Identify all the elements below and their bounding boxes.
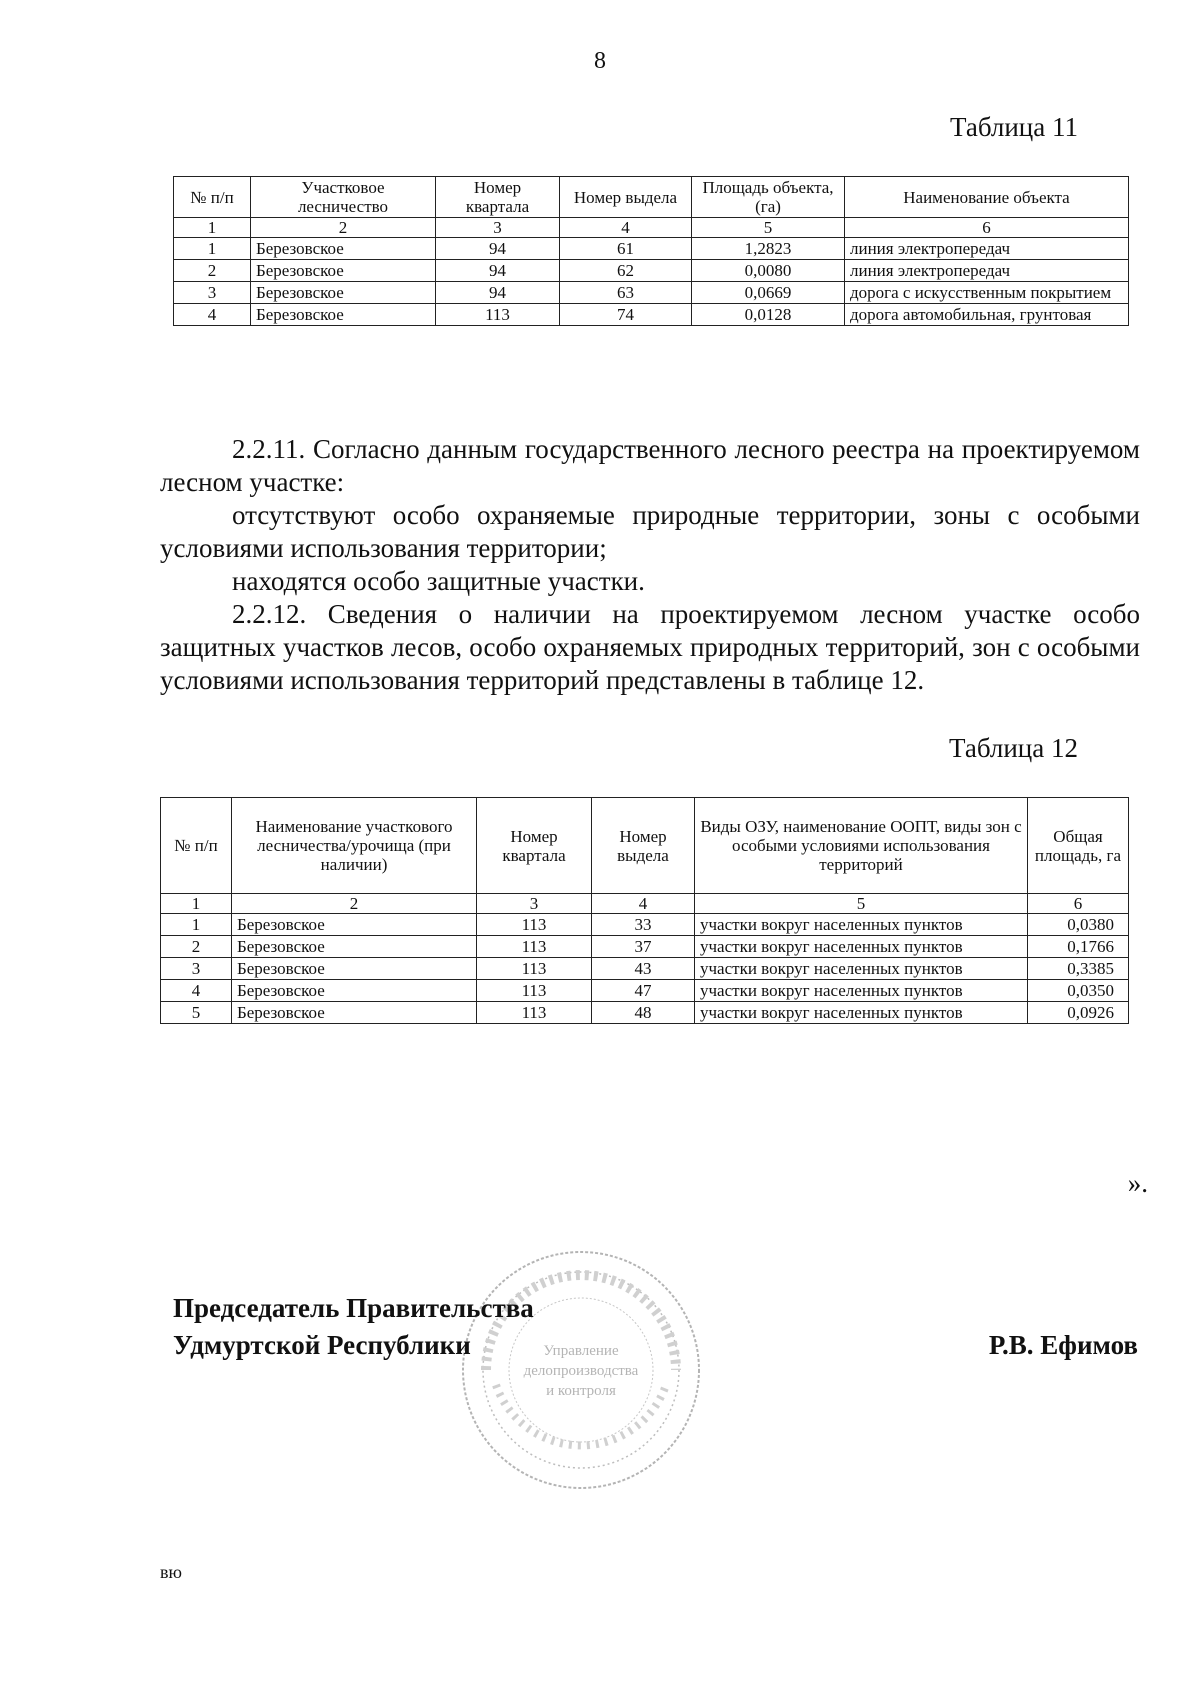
table-cell: 5 xyxy=(161,1002,232,1024)
official-stamp xyxy=(456,1245,706,1495)
table-cell: Березовское xyxy=(251,260,436,282)
table-cell: 94 xyxy=(436,238,560,260)
column-number: 6 xyxy=(1028,894,1129,914)
executor-initials: вю xyxy=(160,1562,182,1582)
closing-quote: ». xyxy=(1127,1168,1148,1198)
table-11-header-cell: Наименование объекта xyxy=(845,177,1129,218)
stamp-inner-text: делопроизводства xyxy=(523,1363,639,1379)
table-row xyxy=(174,260,1129,282)
table-12-header-cell: № п/п xyxy=(161,798,232,894)
table-cell: 1,2823 xyxy=(692,238,845,260)
table-11-header-cell: Номер выдела xyxy=(560,177,692,218)
table-cell: 113 xyxy=(477,914,592,936)
table-cell: участки вокруг населенных пунктов xyxy=(695,1002,1028,1024)
table-12-header-cell: Виды ОЗУ, наименование ООПТ, виды зон с особыми условиями использования территорий xyxy=(695,798,1028,894)
table-cell: 2 xyxy=(174,260,251,282)
table-row xyxy=(161,980,1129,1002)
table-cell: 94 xyxy=(436,282,560,304)
table-cell: 113 xyxy=(436,304,560,326)
table-cell: 63 xyxy=(560,282,692,304)
paragraph-protective-sections: находятся особо защитные участки. xyxy=(232,566,645,596)
column-number: 5 xyxy=(695,894,1028,914)
table-12-header-cell: Номер выдела xyxy=(592,798,695,894)
table-cell: 0,0926 xyxy=(1028,1002,1129,1024)
table-cell: 94 xyxy=(436,260,560,282)
stamp-inner-text: Управление xyxy=(543,1343,619,1359)
table-cell: 0,1766 xyxy=(1028,936,1129,958)
table-cell: 3 xyxy=(174,282,251,304)
table-cell: 0,0350 xyxy=(1028,980,1129,1002)
table-cell: 48 xyxy=(592,1002,695,1024)
table-12-column-numbers xyxy=(161,894,1129,914)
body-text xyxy=(160,433,1140,697)
table-row xyxy=(161,1002,1129,1024)
table-12 xyxy=(160,797,1129,1024)
table-cell: линия электропередач xyxy=(845,260,1129,282)
table-row xyxy=(174,238,1129,260)
table-cell: Березовское xyxy=(251,238,436,260)
table-cell: 37 xyxy=(592,936,695,958)
table-12-header-cell: Наименование участкового лесничества/урочища (при наличии) xyxy=(232,798,477,894)
signer-title-line-2: Удмуртской Республики xyxy=(173,1330,471,1360)
table-cell: 113 xyxy=(477,958,592,980)
table-cell: 0,0128 xyxy=(692,304,845,326)
table-row xyxy=(174,282,1129,304)
table-row xyxy=(161,936,1129,958)
table-11-header-row xyxy=(174,177,1129,218)
table-cell: дорога автомобильная, грунтовая xyxy=(845,304,1129,326)
table-11-header-cell: Участковое лесничество xyxy=(251,177,436,218)
table-row xyxy=(161,914,1129,936)
table-cell: Березовское xyxy=(251,304,436,326)
column-number: 6 xyxy=(845,218,1129,238)
table-cell: Березовское xyxy=(232,1002,477,1024)
column-number: 5 xyxy=(692,218,845,238)
column-number: 4 xyxy=(592,894,695,914)
table-cell: 74 xyxy=(560,304,692,326)
table-cell: Березовское xyxy=(232,914,477,936)
table-cell: дорога с искусственным покрытием xyxy=(845,282,1129,304)
table-cell: 0,3385 xyxy=(1028,958,1129,980)
table-cell: 43 xyxy=(592,958,695,980)
table-cell: 0,0380 xyxy=(1028,914,1129,936)
column-number: 3 xyxy=(477,894,592,914)
table-11-header-cell: Номер квартала xyxy=(436,177,560,218)
table-cell: 3 xyxy=(161,958,232,980)
table-cell: 0,0669 xyxy=(692,282,845,304)
table-cell: 0,0080 xyxy=(692,260,845,282)
table-cell: Березовское xyxy=(232,980,477,1002)
column-number: 2 xyxy=(251,218,436,238)
table-11 xyxy=(173,176,1129,326)
signer-name: Р.В. Ефимов xyxy=(988,1330,1138,1360)
table-cell: линия электропередач xyxy=(845,238,1129,260)
table-cell: 2 xyxy=(161,936,232,958)
column-number: 3 xyxy=(436,218,560,238)
table-12-caption: Таблица 12 xyxy=(949,733,1078,763)
paragraph-2-2-11: 2.2.11. Согласно данным государственного лесного реестра на проектируемом лесном участке: xyxy=(160,434,1140,497)
table-cell: 1 xyxy=(174,238,251,260)
table-cell: участки вокруг населенных пунктов xyxy=(695,936,1028,958)
table-cell: 113 xyxy=(477,980,592,1002)
stamp-inner-text: и контроля xyxy=(546,1383,616,1399)
table-12-header-cell: Номер квартала xyxy=(477,798,592,894)
signer-title: Председатель Правительства xyxy=(173,1293,534,1323)
table-cell: 62 xyxy=(560,260,692,282)
table-cell: 33 xyxy=(592,914,695,936)
paragraph-no-protected-areas: отсутствуют особо охраняемые природные территории, зоны с особыми условиями использования территории; xyxy=(160,500,1140,563)
table-cell: Березовское xyxy=(232,936,477,958)
table-11-header-cell: № п/п xyxy=(174,177,251,218)
table-cell: 113 xyxy=(477,936,592,958)
table-cell: 4 xyxy=(161,980,232,1002)
table-cell: Березовское xyxy=(251,282,436,304)
column-number: 2 xyxy=(232,894,477,914)
table-cell: Березовское xyxy=(232,958,477,980)
table-row xyxy=(174,304,1129,326)
table-12-header-row xyxy=(161,798,1129,894)
table-11-column-numbers xyxy=(174,218,1129,238)
table-cell: участки вокруг населенных пунктов xyxy=(695,914,1028,936)
table-cell: 1 xyxy=(161,914,232,936)
paragraph-2-2-12: 2.2.12. Сведения о наличии на проектируемом лесном участке особо защитных участков лесов, особо охраняемых природных территорий, зон с особыми условиями использования территорий представлены в таблице 12. xyxy=(160,599,1140,695)
page-number: 8 xyxy=(594,48,606,74)
column-number: 4 xyxy=(560,218,692,238)
table-row xyxy=(161,958,1129,980)
table-cell: участки вокруг населенных пунктов xyxy=(695,980,1028,1002)
table-12-header-cell: Общая площадь, га xyxy=(1028,798,1129,894)
table-11-caption: Таблица 11 xyxy=(950,112,1078,142)
table-cell: участки вокруг населенных пунктов xyxy=(695,958,1028,980)
table-cell: 61 xyxy=(560,238,692,260)
table-11-header-cell: Площадь объекта, (га) xyxy=(692,177,845,218)
column-number: 1 xyxy=(161,894,232,914)
table-cell: 4 xyxy=(174,304,251,326)
table-cell: 113 xyxy=(477,1002,592,1024)
table-cell: 47 xyxy=(592,980,695,1002)
column-number: 1 xyxy=(174,218,251,238)
